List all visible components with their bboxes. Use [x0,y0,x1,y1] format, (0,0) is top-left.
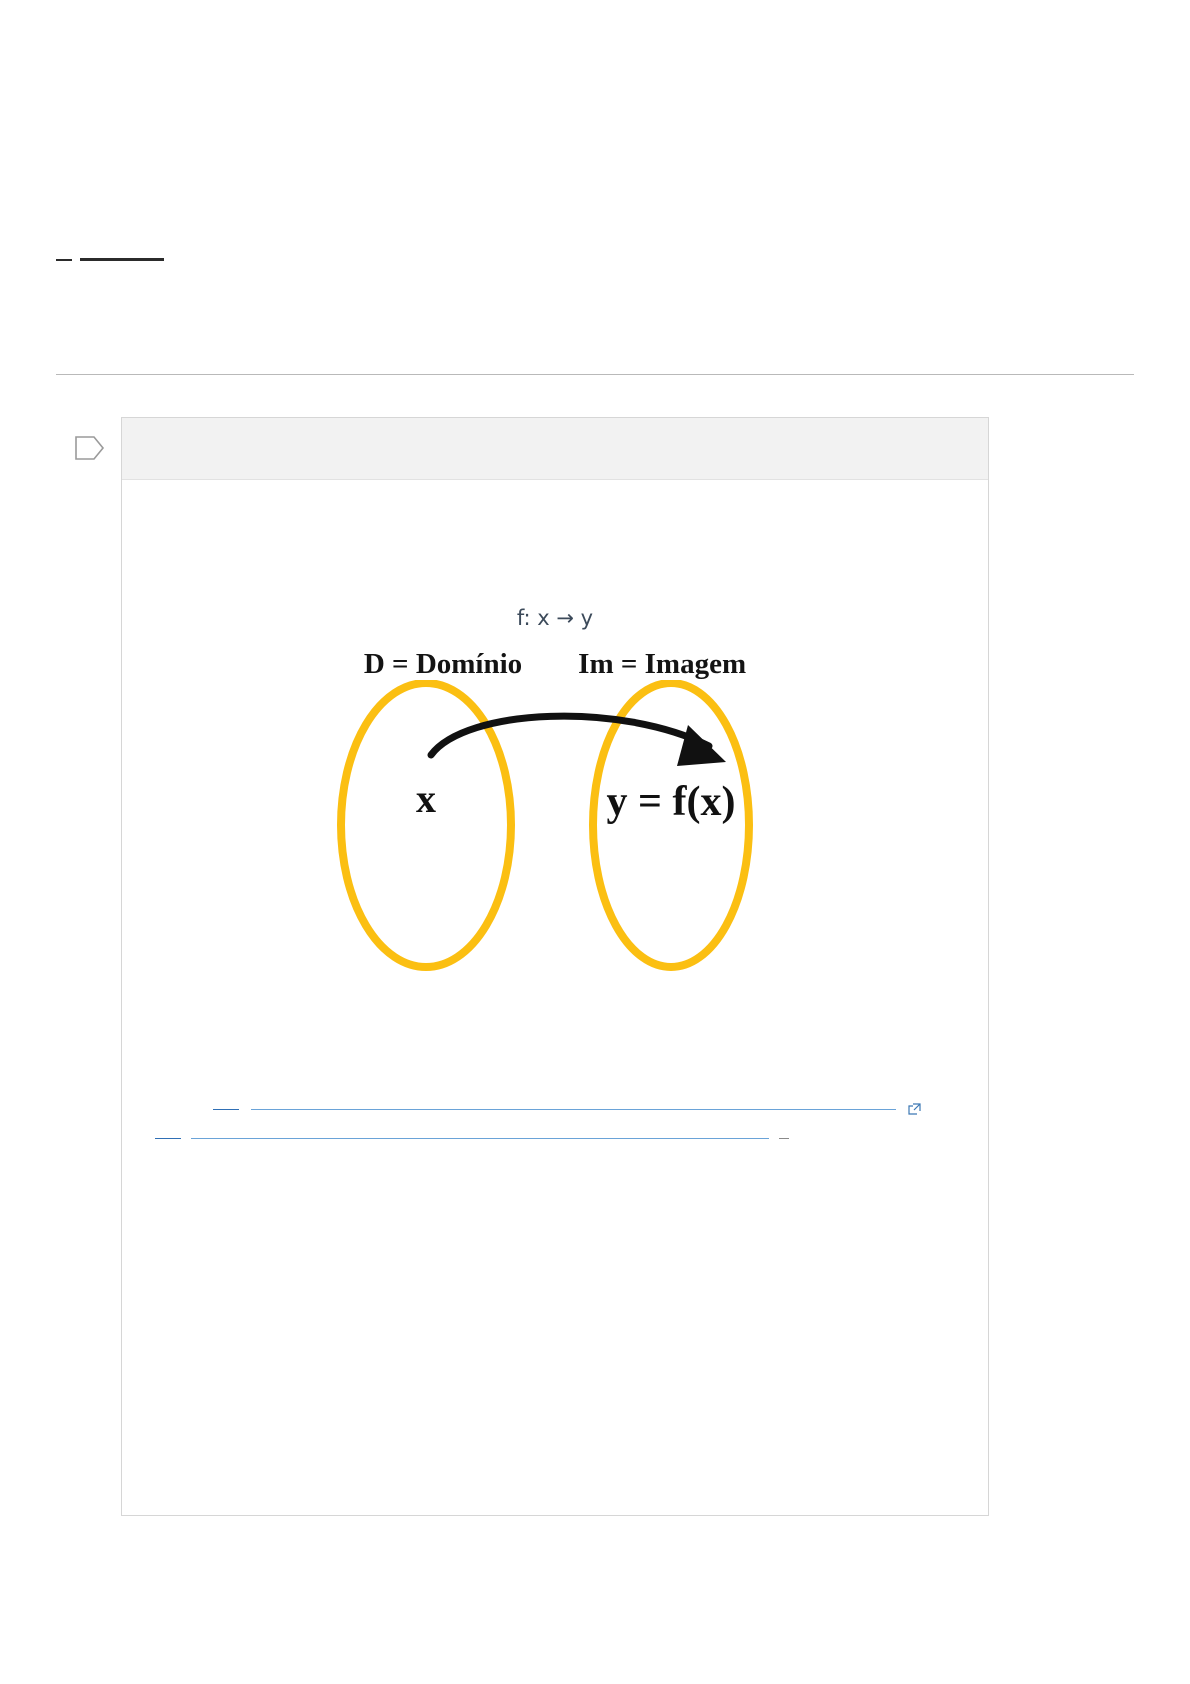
source-link-row[interactable] [213,1103,921,1116]
function-notation: f: x → y [516,606,594,630]
stub-mark-long [80,258,164,261]
function-mapping-diagram [121,470,989,1090]
ovals-and-arrow [121,680,989,1000]
top-stub-marks [56,258,164,261]
image-label: Im = Imagem [578,648,747,680]
image-element-text: y = f(x) [606,779,736,825]
link-dash [213,1109,239,1110]
link-underline [251,1109,896,1110]
mapping-arrow [431,716,726,766]
link-trailing-dash [779,1138,789,1139]
page-divider [56,374,1134,375]
external-link-icon[interactable] [908,1103,921,1116]
domain-element-text: x [416,776,436,821]
link-dash-secondary [155,1138,181,1139]
stub-mark-short [56,259,72,261]
bookmark-tag-icon [74,434,106,462]
image-oval [593,683,749,967]
domain-label: D = Domínio [363,648,523,680]
link-underline-secondary [191,1138,769,1139]
set-labels [121,648,989,681]
secondary-link-row[interactable] [155,1138,789,1139]
